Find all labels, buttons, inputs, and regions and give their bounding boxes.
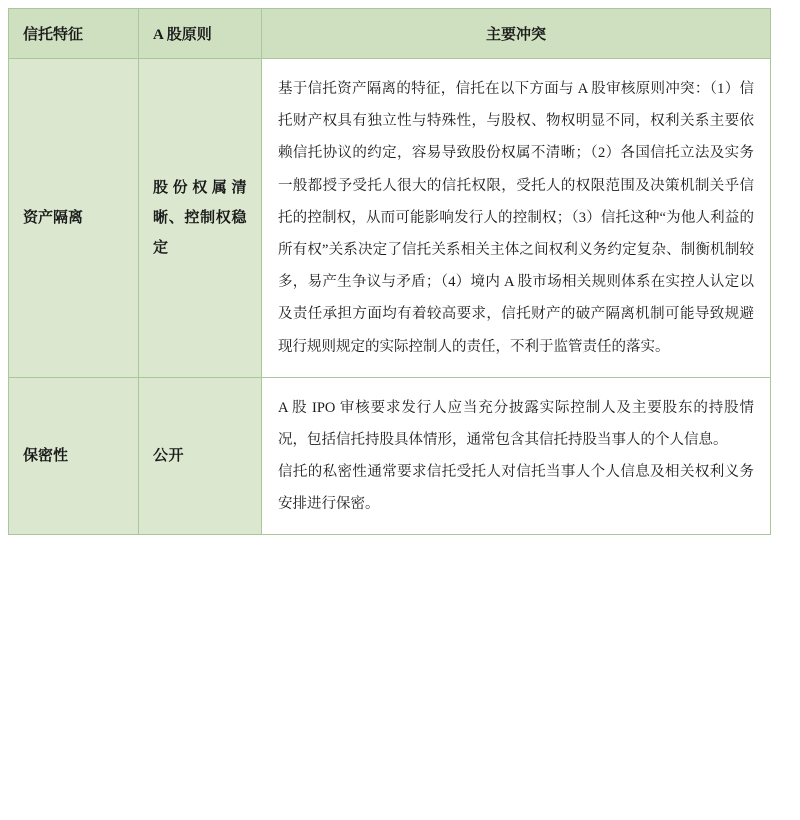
table-row — [9, 59, 771, 378]
document-page — [0, 8, 800, 820]
table-row — [9, 377, 771, 535]
cell-conflict — [262, 59, 771, 378]
column-header-conflict: 主要冲突 — [262, 9, 771, 59]
cell-principle: 股份权属清晰、控制权稳定 — [139, 59, 262, 378]
cell-feature: 资产隔离 — [9, 59, 139, 378]
cell-principle: 公开 — [139, 377, 262, 535]
column-header-feature: 信托特征 — [9, 9, 139, 59]
conflict-paragraph: 基于信托资产隔离的特征，信托在以下方面与 A 股审核原则冲突：（1）信托财产权具有独立性与特殊性，与股权、物权明显不同，权利关系主要依赖信托协议的约定，容易导致股份权属不清晰；（2）各国信托立法及实务一般都授予受托人很大的信托权限，受托人的权限范围及决策机制关乎信托的控制权，从而可能影响发行人的控制权；（3）信托这种“为他人利益的所有权”关系决定了信托关系相关主体之间权利义务约定复杂、制衡机制较多，易产生争议与矛盾；（4）境内 A 股市场相关规则体系在实控人认定以及责任承担方面均有着较高要求，信托财产的破产隔离机制可能导致规避现行规则规定的实际控制人的责任，不利于监管责任的落实。 — [278, 81, 754, 355]
column-header-principle: A 股原则 — [139, 9, 262, 59]
table-header-row — [9, 9, 771, 59]
conflict-paragraph: 信托的私密性通常要求信托受托人对信托当事人个人信息及相关权利义务安排进行保密。 — [278, 464, 754, 513]
conflict-paragraph: A 股 IPO 审核要求发行人应当充分披露实际控制人及主要股东的持股情况，包括信托持股具体情形，通常包含其信托持股当事人的个人信息。 — [278, 399, 754, 448]
cell-conflict — [262, 377, 771, 535]
cell-feature: 保密性 — [9, 377, 139, 535]
table-body — [9, 59, 771, 535]
trust-conflict-table — [8, 8, 771, 535]
table-header — [9, 9, 771, 59]
